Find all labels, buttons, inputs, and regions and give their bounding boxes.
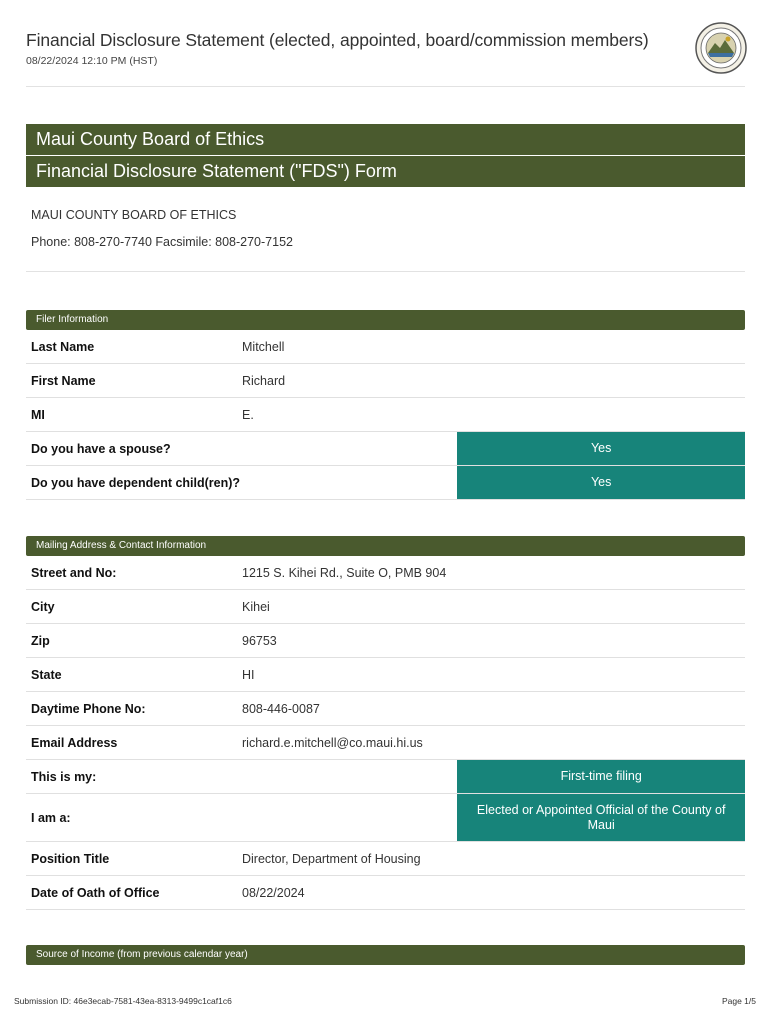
zip-label: Zip xyxy=(31,633,50,648)
county-seal-icon xyxy=(695,22,747,74)
table-row xyxy=(26,692,745,726)
filing-type-label: This is my: xyxy=(31,769,97,784)
table-row xyxy=(26,364,745,398)
table-row xyxy=(26,330,745,364)
table-row xyxy=(26,842,745,876)
mi-label: MI xyxy=(31,407,45,422)
table-row xyxy=(26,466,745,500)
section-source-of-income: Source of Income (from previous calendar year) xyxy=(26,945,745,965)
table-row xyxy=(26,432,745,466)
table-row xyxy=(26,794,745,842)
first-name-label: First Name xyxy=(31,373,96,388)
table-row xyxy=(26,876,745,910)
page-number: Page 1/5 xyxy=(721,996,756,1006)
mailing-table xyxy=(26,556,745,910)
table-row xyxy=(26,726,745,760)
mi-value: E. xyxy=(242,407,254,422)
spouse-answer: Yes xyxy=(457,432,745,465)
document-datetime: 08/22/2024 12:10 PM (HST) xyxy=(26,55,158,67)
document-title: Financial Disclosure Statement (elected, appointed, board/commission members) xyxy=(26,30,649,50)
empty-cell xyxy=(242,760,458,793)
first-name-value: Richard xyxy=(242,373,286,388)
position-title-value: Director, Department of Housing xyxy=(242,851,421,866)
filing-type-answer: First-time filing xyxy=(457,760,745,793)
document-header xyxy=(26,30,746,67)
role-label: I am a: xyxy=(31,810,71,825)
org-name: MAUI COUNTY BOARD OF ETHICS xyxy=(31,208,237,222)
city-value: Kihei xyxy=(242,599,270,614)
spouse-label: Do you have a spouse? xyxy=(31,441,171,456)
oath-date-label: Date of Oath of Office xyxy=(31,885,160,900)
children-label: Do you have dependent child(ren)? xyxy=(31,475,241,490)
section-mailing-address: Mailing Address & Contact Information xyxy=(26,536,745,556)
empty-cell xyxy=(242,794,458,841)
zip-value: 96753 xyxy=(242,633,277,648)
filer-table xyxy=(26,330,745,500)
table-row xyxy=(26,398,745,432)
email-label: Email Address xyxy=(31,735,118,750)
phone-value: 808-446-0087 xyxy=(242,701,320,716)
children-answer: Yes xyxy=(457,466,745,499)
table-row xyxy=(26,556,745,590)
banner-org-title: Maui County Board of Ethics xyxy=(36,129,265,149)
table-row xyxy=(26,658,745,692)
last-name-label: Last Name xyxy=(31,339,95,354)
street-value: 1215 S. Kihei Rd., Suite O, PMB 904 xyxy=(242,565,447,580)
org-divider xyxy=(26,271,745,272)
state-label: State xyxy=(31,667,62,682)
city-label: City xyxy=(31,599,55,614)
submission-id: Submission ID: 46e3ecab-7581-43ea-8313-9499c1caf1c6 xyxy=(14,996,232,1006)
email-value: richard.e.mitchell@co.maui.hi.us xyxy=(242,735,423,750)
table-row xyxy=(26,590,745,624)
header-divider xyxy=(26,86,745,87)
org-contact: Phone: 808-270-7740 Facsimile: 808-270-7152 xyxy=(31,235,293,249)
table-row xyxy=(26,624,745,658)
state-value: HI xyxy=(242,667,255,682)
form-banner xyxy=(26,124,745,187)
banner-form-title: Financial Disclosure Statement ("FDS") Form xyxy=(26,155,745,187)
table-row xyxy=(26,760,745,794)
role-answer: Elected or Appointed Official of the County of Maui xyxy=(457,794,745,841)
empty-cell xyxy=(242,432,458,465)
last-name-value: Mitchell xyxy=(242,339,285,354)
position-title-label: Position Title xyxy=(31,851,110,866)
empty-cell xyxy=(242,466,458,499)
oath-date-value: 08/22/2024 xyxy=(242,885,305,900)
street-label: Street and No: xyxy=(31,565,117,580)
phone-label: Daytime Phone No: xyxy=(31,701,146,716)
section-filer-information: Filer Information xyxy=(26,310,745,330)
